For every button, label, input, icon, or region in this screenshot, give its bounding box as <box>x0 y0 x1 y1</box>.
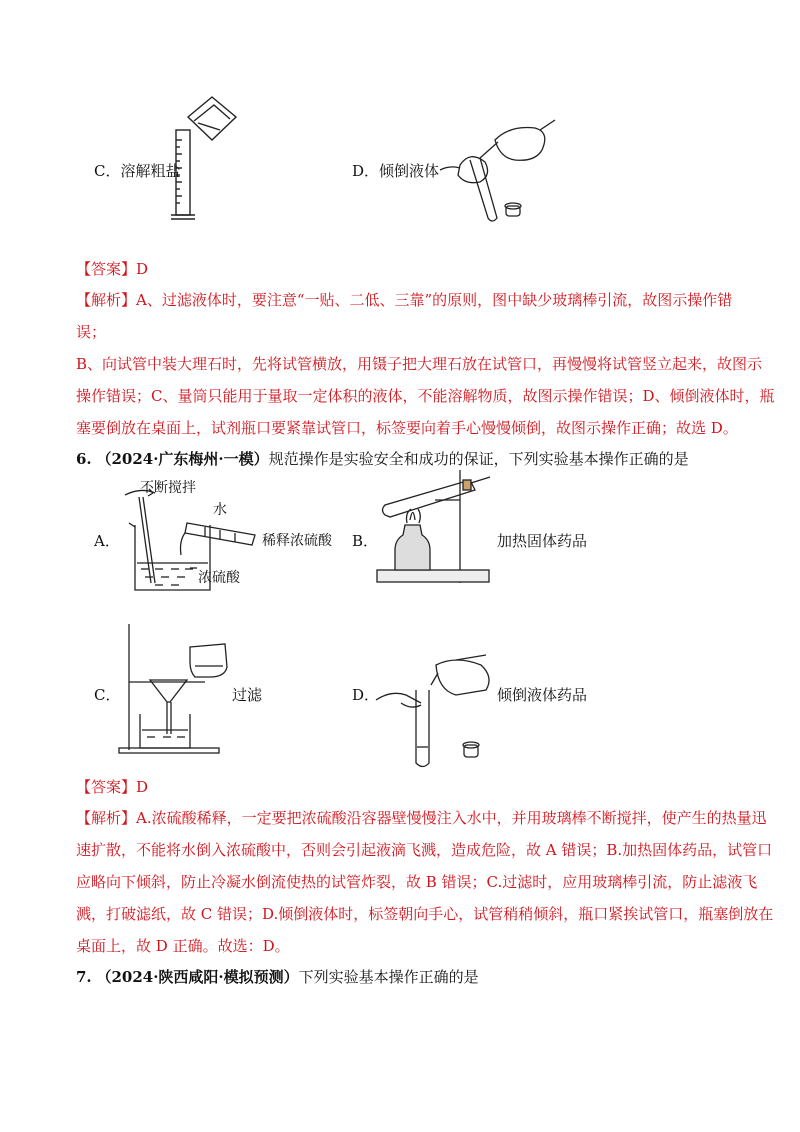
q6-option-b-label: 加热固体药品 <box>497 532 588 550</box>
q6-analysis-line3: 应略向下倾斜，防止冷凝水倒流使热的试管炸裂，故 B 错误；C.过滤时，应用玻璃棒引流，防止滤液飞 <box>76 873 758 891</box>
question-stem: 下列实验基本操作正确的是 <box>298 968 479 986</box>
q6-analysis-line2: 速扩散，不能将水倒入浓硫酸中，否则会引起液滴飞溅，造成危险，故 A 错误；B.加热固体药品，试管口 <box>76 841 773 859</box>
q6-analysis-line5: 桌面上，故 D 正确。故选：D。 <box>76 937 290 955</box>
q6-option-d-label: 倾倒液体药品 <box>497 686 588 704</box>
heating-solid-figure <box>375 465 495 590</box>
q6-option-c-label: 过滤 <box>232 686 263 704</box>
analysis-text: A、过滤液体时，要注意“一贴、二低、三靠”的原则，图中缺少玻璃棒引流，故图示操作错 <box>136 291 733 309</box>
answer-tag: 【答案】 <box>76 778 137 796</box>
q6-option-b-letter: B． <box>352 532 379 550</box>
q6-option-d-letter: D． <box>352 686 380 704</box>
q6-analysis-line4: 溅，打破滤纸，故 C 错误；D.倾倒液体时，标签朝向手心，试管稍稍倾斜，瓶口紧挨试管口，瓶塞倒放在 <box>76 905 774 923</box>
option-label: 倾倒液体 <box>379 162 440 180</box>
q6-option-c-letter: C． <box>94 686 121 704</box>
question-number: 6. <box>76 450 92 468</box>
q6-option-a-dilute-label: 稀释浓硫酸 <box>262 533 332 549</box>
prev-analysis-line4: 操作错误；C、量筒只能用于量取一定体积的液体，不能溶解物质，故图示操作错误；D、倾倒液体时，瓶 <box>76 387 775 405</box>
answer-tag: 【答案】 <box>76 260 137 278</box>
prev-analysis-line2: 误； <box>76 323 107 341</box>
prev-analysis-line5: 塞要倒放在桌面上，试剂瓶口要紧靠试管口，标签要向着手心慢慢倾倒，故图示操作正确；故选 D。 <box>76 419 738 437</box>
analysis-text: A.浓硫酸稀释，一定要把浓硫酸沿容器壁慢慢注入水中，并用玻璃棒不断搅拌，使产生的热量迅 <box>136 809 767 827</box>
question-source: （2024·陕西咸阳·模拟预测） <box>96 968 299 986</box>
graduated-cylinder-figure <box>168 95 248 225</box>
filtration-figure <box>115 622 235 757</box>
q6-option-a-stir-label: 不断搅拌 <box>140 480 196 496</box>
prev-analysis-line1 <box>76 289 732 311</box>
dilution-figure <box>115 485 265 595</box>
q6-option-a-water-label: 水 <box>213 502 227 518</box>
analysis-tag: 【解析】 <box>76 809 137 827</box>
pouring-liquid-figure <box>440 120 560 225</box>
option-letter: C． <box>94 162 121 180</box>
q6-option-a-acid-label: 浓硫酸 <box>198 570 240 586</box>
pouring-liquid-reagent-figure <box>376 655 496 775</box>
question-7-header <box>76 966 479 988</box>
analysis-tag: 【解析】 <box>76 291 137 309</box>
question-number: 7. <box>76 968 92 986</box>
q6-option-a-letter: A． <box>94 532 120 550</box>
prev-option-d <box>352 160 439 182</box>
question-source: （2024·广东梅州·一模） <box>96 450 269 468</box>
q6-answer <box>76 776 148 798</box>
option-label: 溶解粗盐 <box>120 162 181 180</box>
prev-analysis-line3: B、向试管中装大理石时，先将试管横放，用镊子把大理石放在试管口，再慢慢将试管竖立起来，故图示 <box>76 355 763 373</box>
answer-value: D <box>136 778 149 796</box>
question-stem: 规范操作是实验安全和成功的保证，下列实验基本操作正确的是 <box>268 450 689 468</box>
answer-value: D <box>136 260 149 278</box>
option-letter: D． <box>352 162 380 180</box>
q6-analysis-line1 <box>76 807 767 829</box>
prev-answer <box>76 258 148 280</box>
